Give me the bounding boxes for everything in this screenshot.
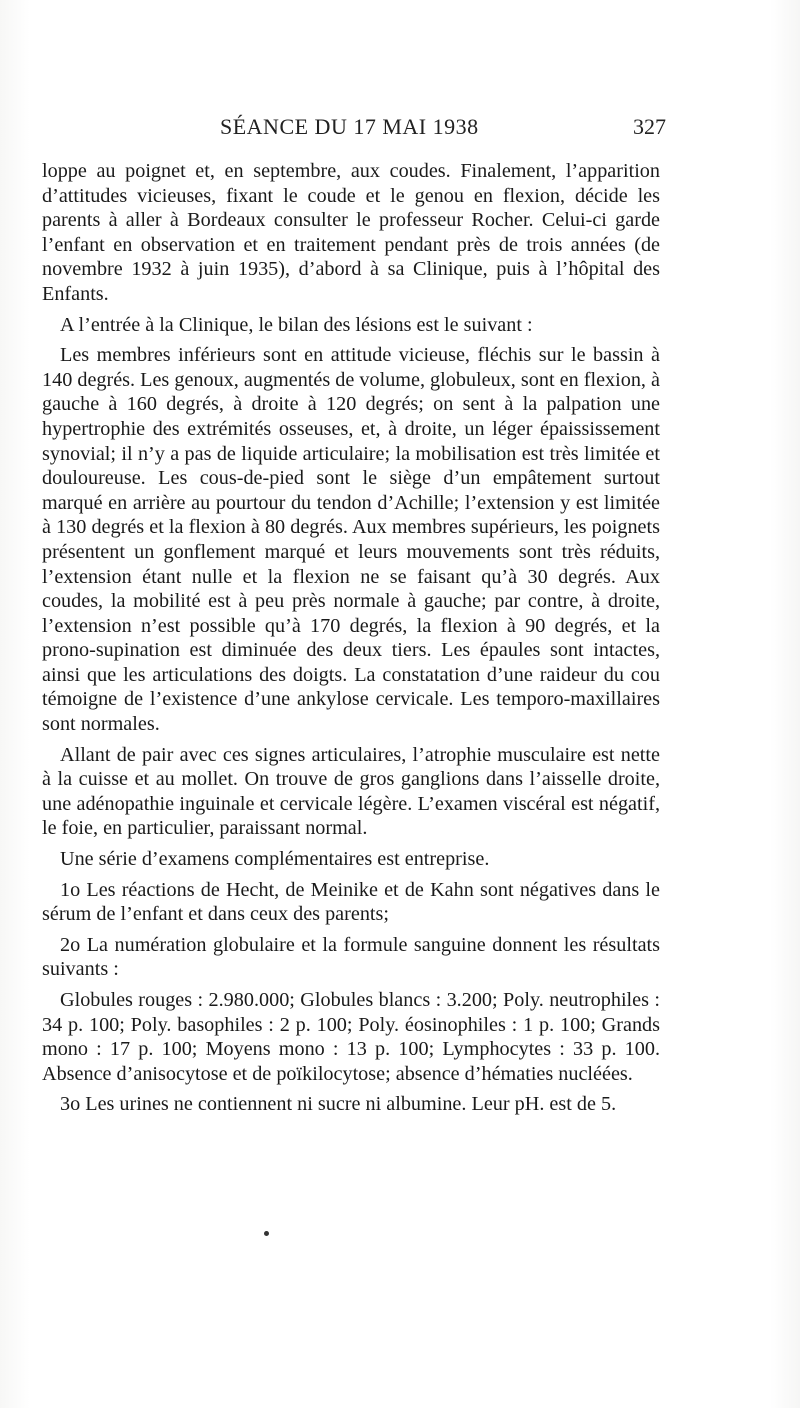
paragraph-atrophy: Allant de pair avec ces signes articulaires, l’atrophie musculaire est nette à la cuisse et au mollet. On trouve de gros ganglions dans l’aisselle droite, une adénopathie inguinale et cervicale légère. L’examen viscéral est négatif, le foie, en particulier, paraissant normal.	[42, 743, 660, 840]
paragraph-exam-3: 3o Les urines ne contiennent ni sucre ni albumine. Leur pH. est de 5.	[60, 1093, 617, 1116]
paragraph-exam-2: 2o La numération globulaire et la formule sanguine donnent les résultats suivants :	[42, 933, 660, 981]
paragraph-exams-intro: Une série d’examens complémentaires est entreprise.	[60, 848, 490, 871]
running-head: SÉANCE DU 17 MAI 1938	[220, 114, 479, 139]
ink-dot	[264, 1231, 269, 1236]
page-header	[42, 114, 666, 150]
body-text	[42, 159, 660, 1123]
page-number: 327	[633, 114, 666, 139]
paragraph-continuation: loppe au poignet et, en septembre, aux coudes. Finalement, l’apparition d’attitudes vicieuses, fixant le coude et le genou en flexion, décide les parents à aller à Bordeaux consulter le professeur Rocher. Celui-ci garde l’enfant en observation et en traitement pendant près de trois années (de novembre 1932 à juin 1935), d’abord à sa Clinique, puis à l’hôpital des Enfants.	[42, 160, 660, 305]
paragraph-exam-1: 1o Les réactions de Hecht, de Meinike et de Kahn sont négatives dans le sérum de l’enfant et dans ceux des parents;	[42, 878, 660, 926]
paragraph-blood-count: Globules rouges : 2.980.000; Globules blancs : 3.200; Poly. neutrophiles : 34 p. 100; Poly. basophiles : 2 p. 100; Poly. éosinophiles : 1 p. 100; Grands mono : 17 p. 100; Moyens mono : 13 p. 100; Lymphocytes : 33 p. 100. Absence d’anisocytose et de poïkilocytose; absence d’hématies nucléées.	[42, 989, 660, 1085]
paragraph-lesion-intro: A l’entrée à la Clinique, le bilan des lésions est le suivant :	[60, 313, 533, 336]
paragraph-lesion-details: Les membres inférieurs sont en attitude vicieuse, fléchis sur le bassin à 140 degrés. Les genoux, augmentés de volume, globuleux, sont en flexion, à gauche à 160 degrés, à droite à 120 degrés; on sent à la palpation une hypertrophie des extrémités osseuses, et, à droite, un léger épaississement synovial; il n’y a pas de liquide articulaire; la mobilisation est très limitée et douloureuse. Les cous-de-pied sont le siège d’un empâtement surtout marqué en arrière au pourtour du tendon d’Achille; l’extension y est limitée à 130 degrés et la flexion à 80 degrés. Aux membres supérieurs, les poignets présentent un gonflement marqué et leurs mouvements sont très réduits, l’extension étant nulle et la flexion ne se faisant qu’à 30 degrés. Aux coudes, la mobilité est à peu près normale à gauche; par contre, à droite, l’extension n’est possible qu’à 170 degrés, la flexion à 90 degrés, et la prono-supination est diminuée des deux tiers. Les épaules sont intactes, ainsi que les articulations des doigts. La constatation d’une raideur du cou témoigne de l’existence d’une ankylose cervicale. Les temporo-maxillaires sont normales.	[42, 344, 660, 736]
